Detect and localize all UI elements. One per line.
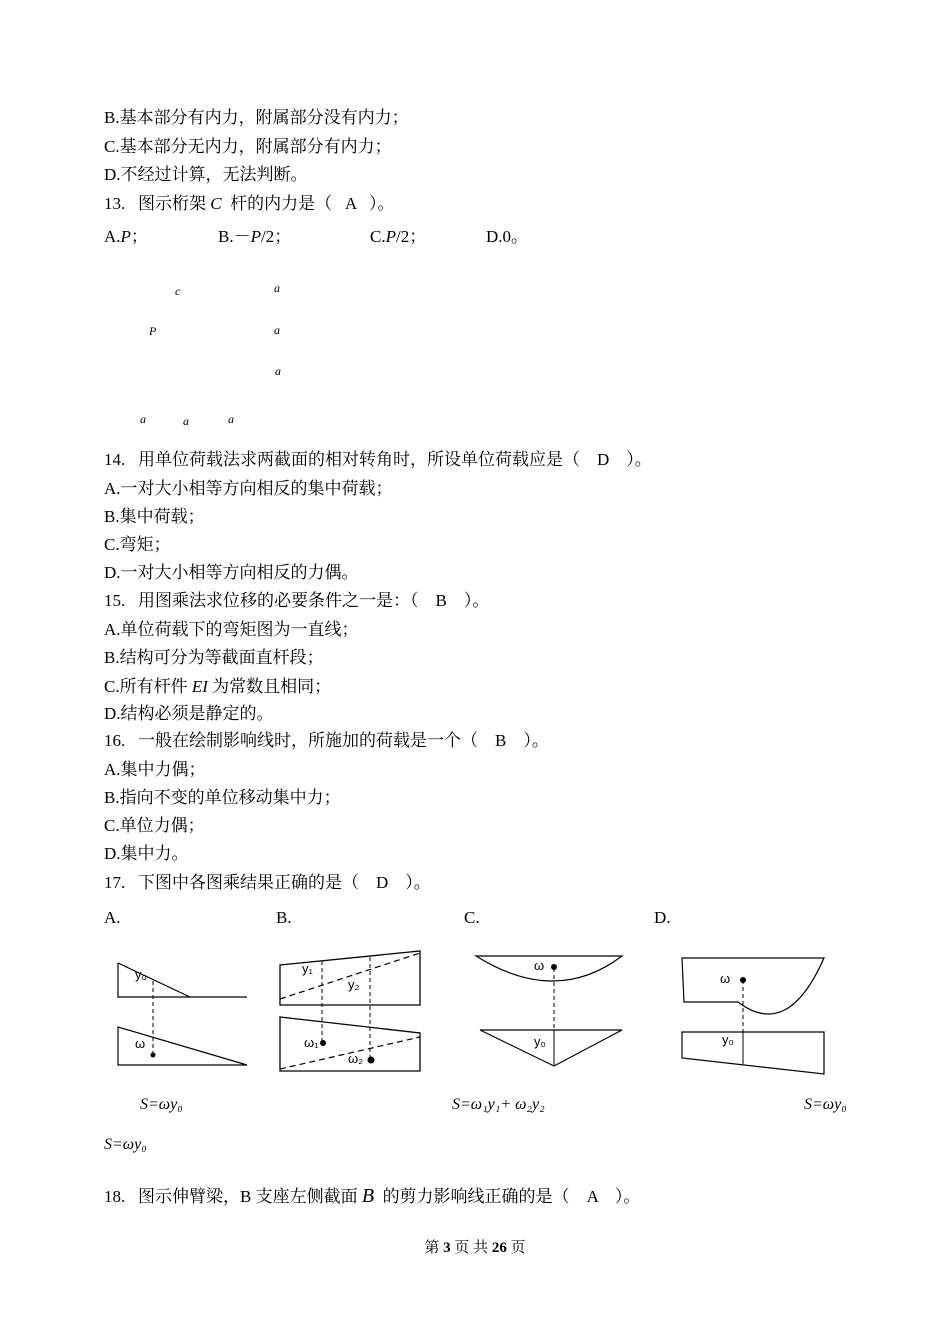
truss-label-a: a [183, 414, 189, 428]
q16-option-b: B.指向不变的单位移动集中力； [104, 788, 341, 807]
q13-option-c: C.P/2； [370, 227, 427, 246]
truss-label-c: c [175, 284, 181, 298]
q18-answer: A [586, 1187, 598, 1206]
q17-label-a: A. [104, 908, 121, 927]
q16-option-a: A.集中力偶； [104, 760, 206, 779]
q17-label-d: D. [654, 908, 671, 927]
q13-option-d: D.0。 [486, 227, 529, 246]
q13-stem-text-2: 杆的内力是（ [230, 194, 333, 213]
fig-d-y0: y₀ [722, 1032, 734, 1047]
fig-d-trapezoid [682, 1032, 824, 1074]
q14-option-b: B.集中荷载； [104, 507, 205, 526]
fig-c-omega: ω [534, 958, 545, 973]
fig-b-top-dashed [280, 953, 420, 999]
fig-c-parabola [476, 956, 622, 981]
q14-option-c: C.弯矩； [104, 535, 171, 554]
q13-stem-end: ）。 [368, 194, 395, 213]
truss-label-a: a [140, 412, 146, 426]
fig-b-y1: y₁ [302, 961, 313, 976]
q16-option-c: C.单位力偶； [104, 816, 205, 835]
q15-option-a: A.单位荷载下的弯矩图为一直线； [104, 620, 359, 639]
page-footer: 第 3 页 共 26 页 [424, 1240, 526, 1256]
q18-stem: 18. 图示伸臂梁，B 支座左侧截面 B 的剪力影响线正确的是（ A ）。 [104, 1185, 641, 1207]
q17-label-b: B. [276, 908, 292, 927]
q14-option-a: A.一对大小相等方向相反的集中荷载； [104, 479, 393, 498]
q13-option-a: A.P； [104, 227, 148, 246]
q12-option-d: D.不经过计算，无法判断。 [104, 165, 308, 184]
q15-answer: B [435, 591, 447, 610]
fig-c-y0: y₀ [534, 1034, 546, 1049]
figure-b [276, 947, 426, 1077]
q17-stem: 17. 下图中各图乘结果正确的是（ D ）。 [104, 873, 431, 892]
q14-option-d: D.一对大小相等方向相反的力偶。 [104, 563, 359, 582]
fig-b-w1: ω₁ [304, 1035, 319, 1050]
q15-stem: 15. 用图乘法求位移的必要条件之一是：（ B ）。 [104, 591, 490, 610]
q17-label-c: C. [464, 908, 480, 927]
q13-stem-text: 图示桁架 [138, 194, 206, 213]
q14-stem: 14. 用单位荷载法求两截面的相对转角时，所设单位荷载应是（ D ）。 [104, 450, 652, 469]
q13-stem [104, 194, 394, 214]
q16-stem: 16. 一般在绘制影响线时，所施加的荷载是一个（ B ）。 [104, 731, 549, 750]
fig-d-omega: ω [720, 971, 731, 986]
fig-a-top-triangle [118, 963, 190, 997]
page-total: 26 [491, 1240, 507, 1256]
q17-answer: D [376, 873, 389, 892]
fig-c-triangle [480, 1030, 622, 1066]
formula-d: S=ωy₀ [104, 1136, 147, 1153]
q13-number: 13. [104, 194, 126, 213]
truss-label-a: a [228, 412, 234, 426]
q12-option-c: C.基本部分无内力，附属部分有内力； [104, 137, 392, 156]
fig-b-centroid-2 [368, 1057, 375, 1064]
q16-option-d: D.集中力。 [104, 844, 189, 863]
truss-label-a: a [274, 323, 280, 337]
figure-d [678, 954, 830, 1078]
formula-c: S=ωy₀ [804, 1096, 847, 1113]
figure-c [472, 950, 632, 1070]
q15-option-b: B.结构可分为等截面直杆段； [104, 648, 324, 667]
q15-option-c: C.所有杆件 EI 为常数且相同； [104, 677, 332, 696]
fig-b-centroid-1 [320, 1040, 326, 1046]
q13-option-b: B.－P/2； [218, 227, 292, 246]
q18-var-b: B [361, 1185, 375, 1207]
fig-d-centroid [740, 977, 746, 983]
fig-b-y2: y₂ [348, 977, 360, 992]
figure-a [110, 955, 255, 1075]
q12-option-b: B.基本部分有内力，附属部分没有内力； [104, 108, 409, 127]
truss-label-a: a [275, 364, 281, 378]
q13-var-c: C [210, 194, 222, 213]
fig-c-centroid [551, 964, 557, 970]
q15-option-d: D.结构必须是静定的。 [104, 704, 274, 723]
q13-answer: A [344, 194, 357, 213]
formula-a: S=ωy₀ [140, 1096, 183, 1113]
truss-label-a: a [274, 281, 280, 295]
fig-a-y0: y₀ [135, 967, 147, 982]
fig-a-omega: ω [135, 1036, 146, 1051]
truss-label-p: P [149, 324, 157, 338]
page-number: 3 [443, 1240, 451, 1256]
fig-d-curved-area [682, 958, 824, 1014]
fig-a-centroid [151, 1053, 156, 1058]
fig-b-w2: ω₂ [348, 1051, 364, 1066]
q14-answer: D [597, 450, 610, 469]
q16-answer: B [495, 731, 507, 750]
formula-b: S=ω₁y₁+ ω₂y₂ [452, 1096, 545, 1113]
